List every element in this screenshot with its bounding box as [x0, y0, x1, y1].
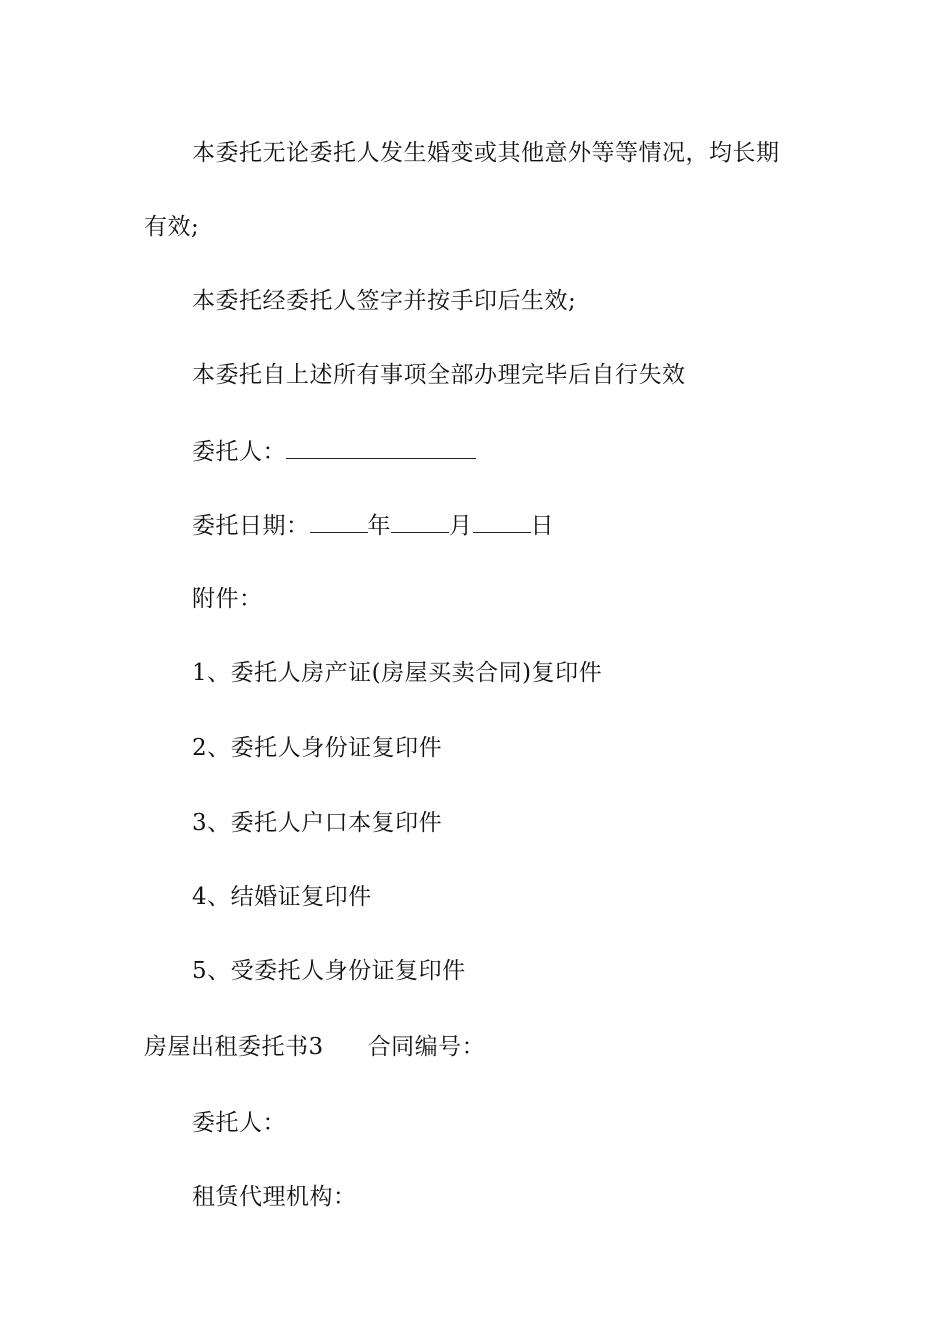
paragraph-validity-line2: 有效; [144, 214, 200, 240]
attachment-item: 3、委托人户口本复印件 [192, 810, 443, 836]
attachments-heading: 附件： [192, 586, 263, 612]
paragraph-effective: 本委托经委托人签字并按手印后生效; [192, 288, 577, 314]
rental-agency-label: 租赁代理机构： [192, 1184, 357, 1210]
section3-title: 房屋出租委托书3 [144, 1034, 324, 1060]
attachment-item: 5、受委托人身份证复印件 [192, 958, 466, 984]
section3-principal: 委托人： [192, 1110, 286, 1136]
attachment-item: 4、结婚证复印件 [192, 884, 372, 910]
contract-number-label: 合同编号： [367, 1034, 486, 1060]
month-blank [391, 510, 449, 533]
paragraph-validity-line1: 本委托无论委托人发生婚变或其他意外等等情况，均长期 [192, 140, 780, 166]
date-line [192, 510, 554, 541]
date-label: 委托日期： [192, 513, 310, 539]
principal-signature-line [192, 436, 476, 467]
year-label: 年 [367, 513, 391, 539]
year-blank [310, 510, 368, 533]
attachment-item: 1、委托人房产证(房屋买卖合同)复印件 [192, 660, 603, 686]
section3-title-line [144, 1032, 485, 1062]
day-blank [473, 510, 531, 533]
paragraph-expiry: 本委托自上述所有事项全部办理完毕后自行失效 [192, 362, 686, 388]
principal-blank [286, 436, 476, 459]
day-label: 日 [530, 513, 554, 539]
month-label: 月 [449, 513, 473, 539]
attachment-item: 2、委托人身份证复印件 [192, 735, 443, 761]
principal-label: 委托人： [192, 439, 286, 465]
